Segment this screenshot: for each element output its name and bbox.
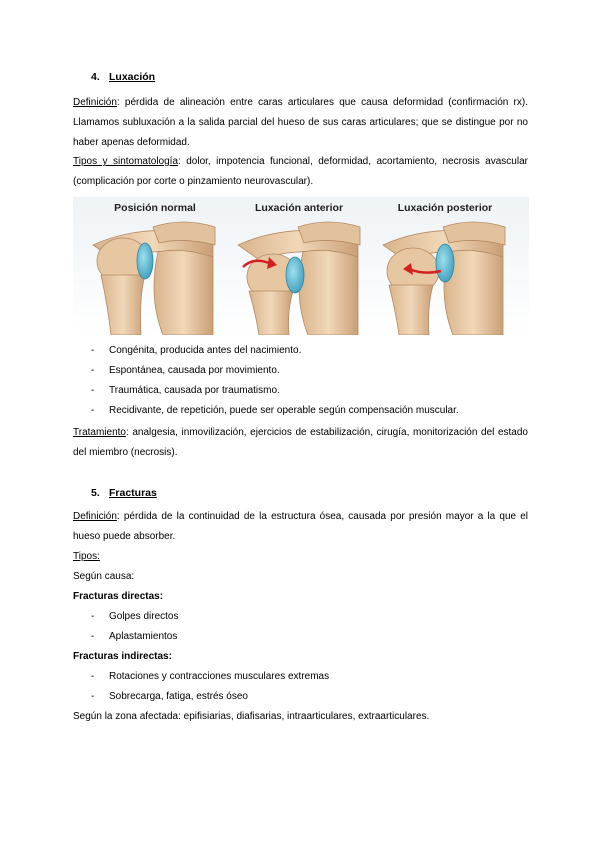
figure-label-anterior: Luxación anterior — [254, 202, 344, 214]
section-4-treatment — [73, 423, 528, 463]
treatment-line-1: Tratamiento: analgesia, inmovilización, ejercicios de estabilización, cirugía, monitorización del estado — [73, 427, 528, 438]
types-line-2: (complicación por corte o pinzamiento neurovascular). — [73, 176, 314, 187]
zone-line-block — [73, 707, 528, 727]
definition-label: Definición — [73, 511, 117, 522]
indirect-heading: Fracturas indirectas: — [73, 651, 172, 662]
treatment-label: Tratamiento — [73, 427, 126, 438]
section-4-heading — [91, 71, 155, 83]
section-5-definition — [73, 507, 528, 547]
section-4-definition — [73, 93, 528, 153]
treatment-line-2: del miembro (necrosis). — [73, 447, 178, 458]
list-item: - Espontánea, causada por movimiento. — [91, 365, 280, 376]
list-item: - Sobrecarga, fatiga, estrés óseo — [91, 691, 248, 702]
section-5-types — [73, 547, 528, 607]
figure-label-posterior: Luxación posterior — [397, 202, 493, 214]
cause-heading: Según causa: — [73, 571, 135, 582]
types-label: Tipos y sintomatología — [73, 156, 179, 167]
direct-heading: Fracturas directas: — [73, 591, 164, 602]
definition-label: Definición — [73, 97, 117, 108]
list-item: - Rotaciones y contracciones musculares extremas — [91, 671, 330, 682]
definition-line-3: haber apenas deformidad. — [73, 137, 190, 148]
definition-line-1: Definición: pérdida de la continuidad de la estructura ósea, causada por presión mayor a la que el — [73, 511, 528, 522]
list-item: - Congénita, producida antes del nacimiento. — [91, 345, 302, 356]
section-5-title: Fracturas — [109, 487, 157, 499]
shoulder-dislocation-figure — [73, 197, 529, 335]
section-5-number: 5. — [91, 487, 100, 499]
section-4-number: 4. — [91, 71, 100, 83]
definition-line-2: Llamamos subluxación a la salida parcial del hueso de sus caras articulares; que se distingue por no — [73, 117, 528, 128]
section-5-heading — [91, 487, 157, 499]
indirect-heading-block — [73, 647, 528, 667]
types-label: Tipos: — [73, 551, 100, 562]
section-4-title: Luxación — [109, 71, 156, 83]
shoulder-illustration — [73, 197, 529, 335]
list-item: - Aplastamientos — [91, 631, 178, 642]
list-item: - Golpes directos — [91, 611, 179, 622]
figure-label-normal: Posición normal — [114, 202, 196, 214]
definition-line-1: Definición: pérdida de alineación entre caras articulares que causa deformidad (confirmación rx). — [73, 97, 528, 108]
zone-line: Según la zona afectada: epifisiarias, diafisarias, intraarticulares, extraarticulares. — [73, 711, 430, 722]
list-item: - Recidivante, de repetición, puede ser operable según compensación muscular. — [91, 405, 459, 416]
definition-line-2: hueso puede absorber. — [73, 531, 176, 542]
types-line-1: Tipos y sintomatología: dolor, impotencia funcional, deformidad, acortamiento, necrosis avascular — [73, 156, 528, 167]
section-4-types — [73, 152, 528, 192]
list-item: - Traumática, causada por traumatismo. — [91, 385, 280, 396]
